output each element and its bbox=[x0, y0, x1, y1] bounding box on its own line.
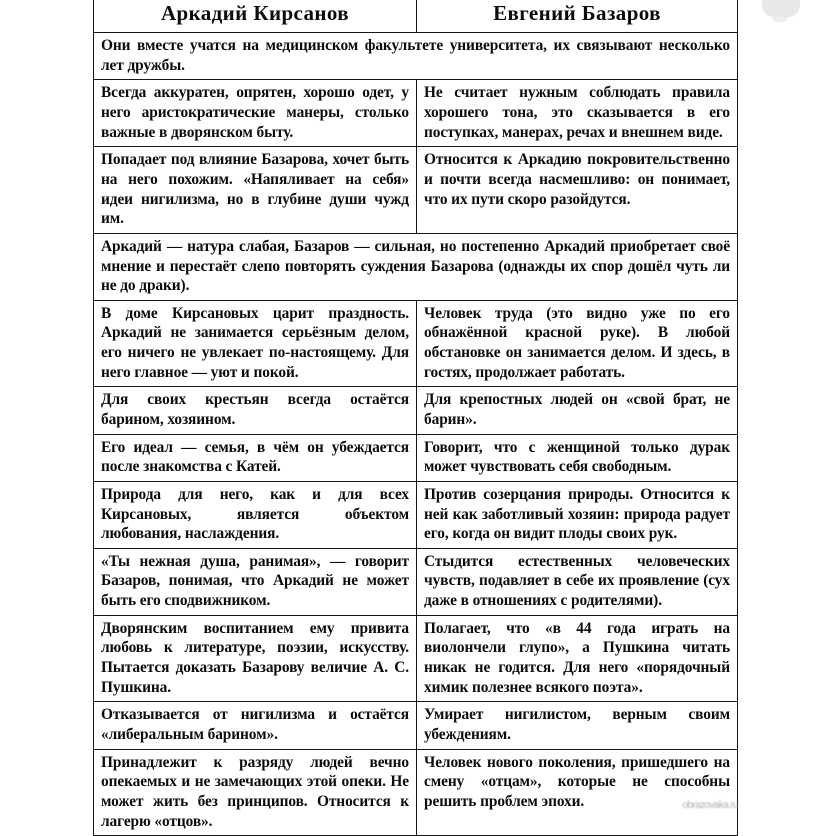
table-row bbox=[94, 615, 738, 702]
table-cell-arkady: Его идеал — семья, в чём он убеждается после знакомства с Катей. bbox=[94, 434, 417, 481]
table-cell-bazarov: Против созерцания природы. Относится к ней как заботливый хозяин: природа радует его, когда он видит плоды своих рук. bbox=[417, 481, 738, 548]
table-row bbox=[94, 548, 738, 615]
character-comparison-table bbox=[93, 0, 738, 836]
table-row bbox=[94, 300, 738, 387]
table-cell-bazarov: Человек труда (это видно уже по его обнажённой красной руке). В любой обстановке он занимается делом. И здесь, в гостях, продолжает работать. bbox=[417, 300, 738, 387]
table-cell-bazarov: Стыдится естественных человеческих чувств, подавляет в себе их проявление (сух даже в отношениях с родителями). bbox=[417, 548, 738, 615]
table-row bbox=[94, 702, 738, 749]
table-cell-arkady: Природа для него, как и для всех Кирсановых, является объектом любования, наслаждения. bbox=[94, 481, 417, 548]
table-row bbox=[94, 233, 738, 300]
table-cell-shared: Аркадий — натура слабая, Базаров — сильная, но постепенно Аркадий приобретает своё мнение и перестаёт слепо повторять суждения Базарова (однажды их спор дошёл чуть ли не до драки). bbox=[94, 233, 738, 300]
table-cell-bazarov: Не считает нужным соблюдать правила хорошего тона, это сказывается в его поступках, манерах, речах и внешнем виде. bbox=[417, 80, 738, 147]
table-cell-bazarov: Умирает нигилистом, верным своим убеждениям. bbox=[417, 702, 738, 749]
table-row bbox=[94, 147, 738, 234]
table-cell-arkady: Всегда аккуратен, опрятен, хорошо одет, у него аристократические манеры, столько важные в дворянском быту. bbox=[94, 80, 417, 147]
column-header-bazarov: Евгений Базаров bbox=[417, 0, 738, 33]
table-cell-bazarov: Для крепостных людей он «свой брат, не барин». bbox=[417, 387, 738, 434]
table-cell-arkady: Для своих крестьян всегда остаётся барином, хозяином. bbox=[94, 387, 417, 434]
scan-artifact-corner bbox=[762, 0, 800, 17]
table-cell-shared: Они вместе учатся на медицинском факультете университета, их связывают несколько лет дружбы. bbox=[94, 33, 738, 80]
table-body bbox=[94, 33, 738, 836]
table-cell-arkady: В доме Кирсановых царит праздность. Аркадий не занимается серьёзным делом, его ничего не увлекает по-настоящему. Для него главное — уют и покой. bbox=[94, 300, 417, 387]
table-row bbox=[94, 434, 738, 481]
table-cell-arkady: Дворянским воспитанием ему привита любовь к литературе, поэзии, искусству. Пытается доказать Базарову величие А. С. Пушкина. bbox=[94, 615, 417, 702]
table-row bbox=[94, 481, 738, 548]
table-cell-arkady: Отказывается от нигилизма и остаётся «либеральным барином». bbox=[94, 702, 417, 749]
table-header bbox=[94, 0, 738, 33]
table-row bbox=[94, 80, 738, 147]
table-cell-bazarov: Человек нового поколения, пришедшего на смену «отцам», которые не способны решить проблем эпохи. bbox=[417, 749, 738, 836]
table-row bbox=[94, 387, 738, 434]
header-row bbox=[94, 0, 738, 33]
table-cell-bazarov: Полагает, что «в 44 года играть на виолончели глупо», а Пушкина читать никак не годится. Для него «порядочный химик полезнее всякого поэта». bbox=[417, 615, 738, 702]
table-row bbox=[94, 749, 738, 836]
table-cell-bazarov: Говорит, что с женщиной только дурак может чувствовать себя свободным. bbox=[417, 434, 738, 481]
table-cell-arkady: Принадлежит к разряду людей вечно опекаемых и не замечающих этой опеки. Не может жить без принципов. Относится к лагерю «отцов». bbox=[94, 749, 417, 836]
column-header-arkady: Аркадий Кирсанов bbox=[94, 0, 417, 33]
scanned-page bbox=[93, 0, 737, 836]
table-cell-bazarov: Относится к Аркадию покровительственно и почти всегда насмешливо: он понимает, что их пути скоро разойдутся. bbox=[417, 147, 738, 234]
table-row bbox=[94, 33, 738, 80]
table-cell-arkady: «Ты нежная душа, ранимая», — говорит Базаров, понимая, что Аркадий не может быть его сподвижником. bbox=[94, 548, 417, 615]
watermark: obrazovaka.ru bbox=[682, 800, 738, 811]
table-cell-arkady: Попадает под влияние Базарова, хочет быть на него похожим. «Напяливает на себя» идеи нигилизма, но в глубине души чужд им. bbox=[94, 147, 417, 234]
